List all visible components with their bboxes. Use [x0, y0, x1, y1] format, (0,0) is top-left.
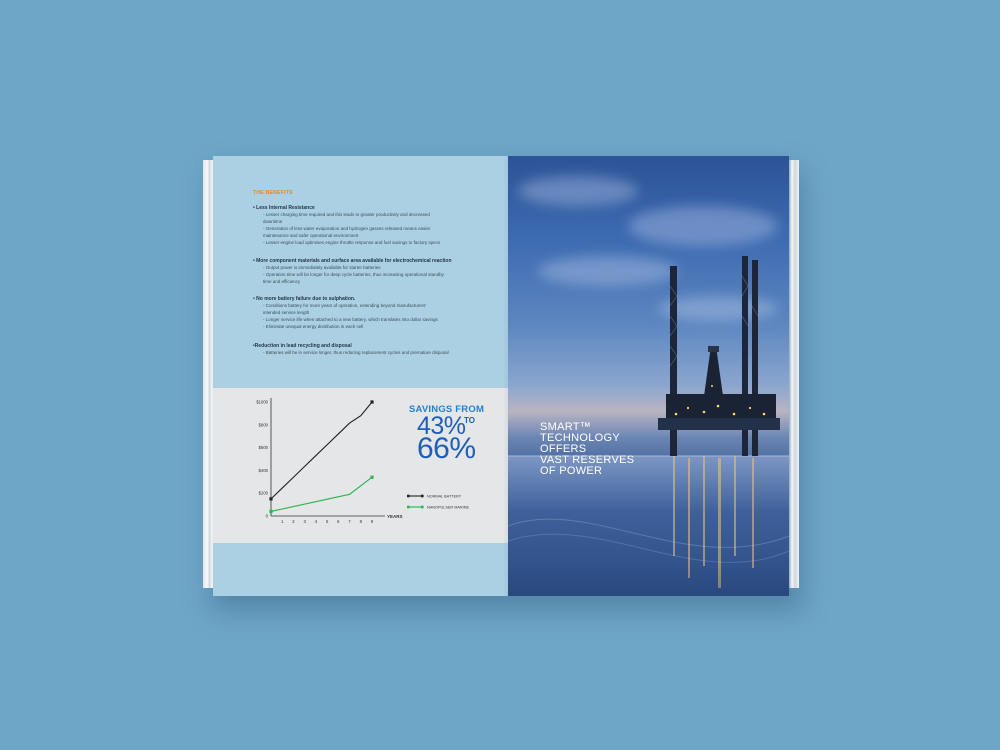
benefit-item: - Eliminate unequal energy distribution in each cell	[263, 324, 364, 329]
y-tick-label: $1000	[256, 399, 268, 405]
x-tick-label: 7	[348, 519, 351, 524]
x-tick-label: 1	[281, 519, 284, 524]
benefit-item: - Conditions battery for more years of operation, extending beyond manufacturers'	[263, 303, 427, 308]
y-tick-label: $600	[258, 445, 268, 451]
benefit-item: - Lesser engine load optimises engine throttle response and fuel savings to factory specs	[263, 240, 441, 245]
oil-rig-illustration	[508, 156, 789, 596]
page-stack-right	[789, 160, 799, 588]
x-tick-label: 3	[303, 519, 306, 524]
x-tick-label: 6	[337, 519, 340, 524]
benefit-item: - Operation time will be longer for deep cycle batteries, thus increasing operational standby	[263, 272, 444, 277]
headline-line: SMART™	[540, 421, 592, 433]
legend-marker	[407, 506, 410, 509]
benefit-block	[253, 205, 498, 246]
benefit-block	[253, 296, 498, 330]
savings-from-percent: 43%	[417, 412, 466, 440]
benefits-title: THE BENEFITS	[253, 190, 293, 196]
y-tick-label: $400	[258, 467, 268, 473]
series-line	[271, 402, 372, 499]
headline-line: OF POWER	[540, 465, 603, 477]
benefit-item: - Output power is immediately available for starter batteries	[263, 265, 381, 270]
series-point	[269, 497, 272, 500]
benefit-item: - Generation of less water evaporation and hydrogen gasses released means easier	[263, 226, 431, 231]
benefit-heading: • Less Internal Resistance	[253, 205, 315, 211]
y-tick-label: $200	[258, 490, 268, 496]
legend-label: NORMAL BATTERY	[427, 494, 462, 499]
legend-marker	[421, 495, 424, 498]
headline-line: VAST RESERVES	[540, 454, 635, 466]
benefit-item: time and efficiency	[263, 279, 301, 284]
benefit-item: maintenance and safer operational environment	[263, 233, 359, 238]
brochure-spread	[203, 156, 799, 596]
benefit-block	[253, 343, 498, 356]
series-point	[370, 476, 373, 479]
series-line	[271, 477, 372, 511]
benefit-block	[253, 258, 498, 285]
x-tick-label: 5	[325, 519, 329, 524]
y-tick-label: $800	[258, 422, 268, 428]
x-tick-label: 4	[314, 519, 318, 524]
benefit-item: intended service length	[263, 310, 310, 315]
x-tick-label: 8	[359, 519, 362, 524]
headline	[540, 422, 634, 477]
page-bottom-shade	[508, 566, 789, 596]
y-tick-label: 0	[265, 513, 268, 519]
benefit-heading: •Reduction in lead recycling and disposal	[253, 343, 352, 349]
x-axis-label: YEARS	[387, 514, 403, 519]
right-page-photo	[508, 156, 789, 596]
savings-to-percent: 66%	[417, 432, 476, 465]
headline-line: OFFERS	[540, 443, 587, 455]
x-tick-label: 2	[292, 519, 295, 524]
benefit-item: - Batteries will be in service longer, thus reducing replacement cycles and premature disposal	[263, 350, 449, 355]
benefit-item: downtime	[263, 219, 283, 224]
x-tick-label: 9	[370, 519, 374, 524]
legend-label: NANOPULSER MARINE	[427, 505, 469, 510]
headline-line: TECHNOLOGY	[540, 432, 621, 444]
savings-to-label: TO	[464, 416, 475, 425]
benefit-item: - Lesser charging time required and this leads to greater productivity and decreased	[263, 212, 430, 217]
benefit-item: - Longer service life when attached to a new battery, which translates into dollar savings	[263, 317, 438, 322]
savings-label: SAVINGS FROM	[409, 404, 485, 415]
legend-marker	[407, 495, 410, 498]
series-point	[269, 510, 272, 513]
benefit-heading: • More component materials and surface area available for electrochemical reaction	[253, 258, 452, 264]
series-point	[370, 400, 373, 403]
benefit-heading: • No more battery failure due to sulphation.	[253, 296, 356, 302]
legend-marker	[421, 506, 424, 509]
left-page	[213, 156, 508, 596]
